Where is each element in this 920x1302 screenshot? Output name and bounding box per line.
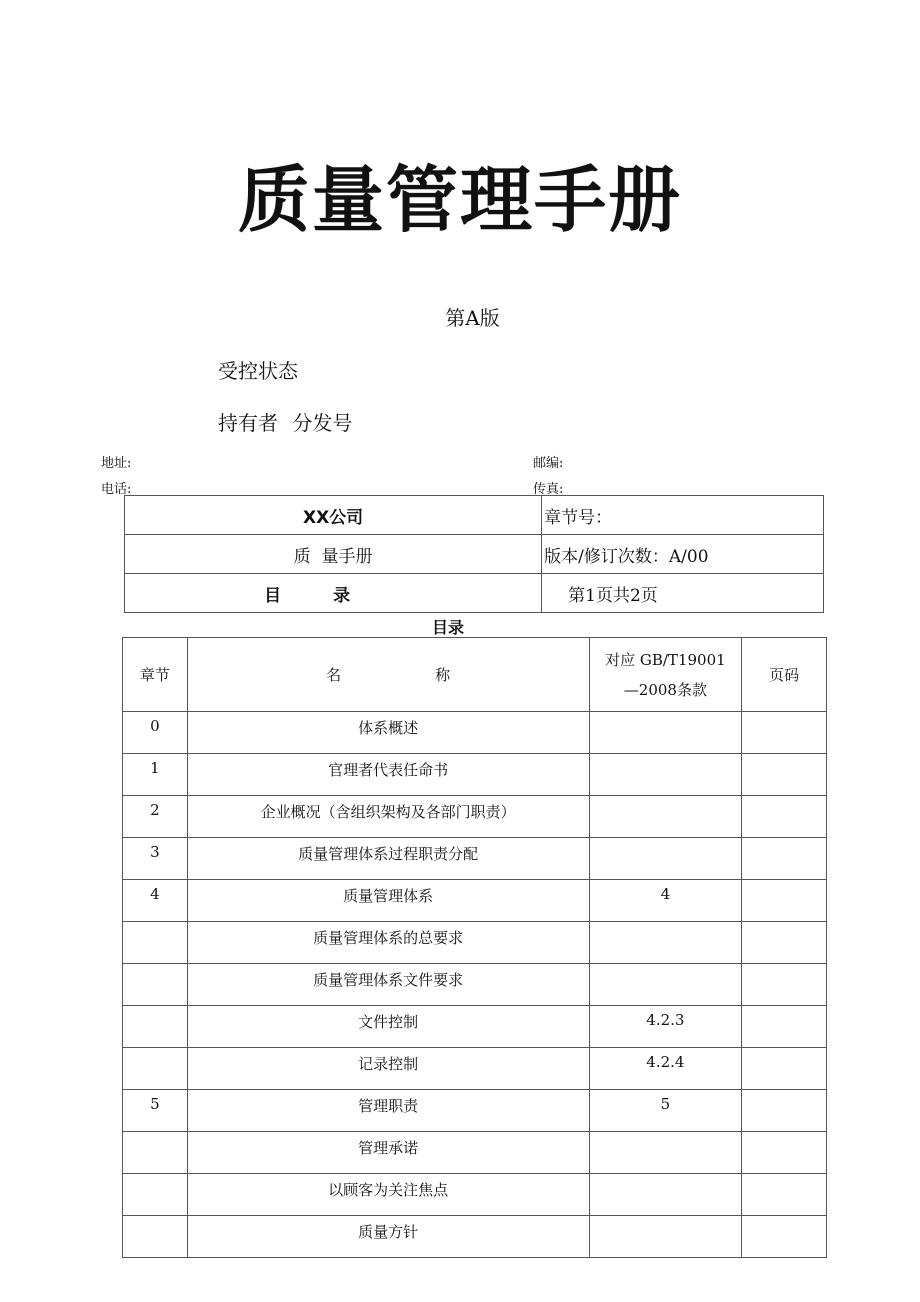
toc-name-cell: 质量管理体系文件要求 [187,964,589,1006]
name-header-part2: 称 [435,666,451,684]
toc-name-cell: 质量方针 [187,1216,589,1258]
toc-page-cell [742,712,827,754]
fax-label: 传真: [533,482,564,497]
chapter-number-label: 章节号： [542,496,824,535]
toc-chapter-cell: 4 [123,880,188,922]
toc-page-cell [742,1216,827,1258]
toc-clause-cell [589,1174,742,1216]
toc-header-row [123,638,827,712]
toc-page-cell [742,1090,827,1132]
toc-page-cell [742,964,827,1006]
toc-page-cell [742,754,827,796]
toc-row [123,964,827,1006]
control-status-label: 受控状态 [218,359,298,383]
toc-row [123,1006,827,1048]
toc-chapter-cell: 0 [123,712,188,754]
toc-chapter-cell [123,1216,188,1258]
standard-header-line2: —2008条款 [623,680,707,699]
toc-name-cell: 管理承诺 [187,1132,589,1174]
toc-page-cell [742,1132,827,1174]
toc-clause-cell: 5 [589,1090,742,1132]
toc-page-cell [742,1048,827,1090]
toc-clause-cell [589,712,742,754]
toc-clause-cell: 4.2.3 [589,1006,742,1048]
toc-chapter-cell [123,1132,188,1174]
toc-chapter-cell: 2 [123,796,188,838]
document-title: 质量管理手册 [237,158,682,242]
toc-chapter-cell: 1 [123,754,188,796]
toc-clause-cell [589,838,742,880]
toc-name-cell: 记录控制 [187,1048,589,1090]
toc-row [123,922,827,964]
page-header: 页码 [742,638,827,712]
toc-table [122,637,827,1258]
phone-label: 电话: [101,482,132,497]
toc-row [123,1090,827,1132]
toc-row [123,1216,827,1258]
toc-name-cell: 以顾客为关注焦点 [187,1174,589,1216]
manual-name: 质 量手册 [125,535,542,574]
toc-clause-cell [589,1132,742,1174]
toc-clause-cell: 4.2.4 [589,1048,742,1090]
edition-label: 第A版 [445,306,500,330]
toc-page-cell [742,1006,827,1048]
toc-name-cell: 官理者代表任命书 [187,754,589,796]
toc-name-cell: 质量管理体系 [187,880,589,922]
toc-row [123,1174,827,1216]
toc-row [123,880,827,922]
toc-row [123,1048,827,1090]
company-name: XX公司 [125,496,542,535]
toc-name-cell: 质量管理体系过程职责分配 [187,838,589,880]
document-header-table [124,495,824,613]
toc-row [123,796,827,838]
toc-name-cell: 企业概况（含组织架构及各部门职责） [187,796,589,838]
toc-caption: 目录 [431,618,464,637]
revision-label: 版本/修订次数：A/00 [542,535,824,574]
toc-page-cell [742,922,827,964]
toc-page-cell [742,796,827,838]
toc-row [123,1132,827,1174]
toc-chapter-cell: 5 [123,1090,188,1132]
toc-row [123,838,827,880]
standard-header-line1: 对应 GB/T19001 [605,650,726,669]
toc-clause-cell: 4 [589,880,742,922]
toc-clause-cell [589,1216,742,1258]
standard-clause-header [589,638,742,712]
page-info: 第1页共2页 [542,574,824,613]
chapter-header: 章节 [123,638,188,712]
contents-heading: 目录 [125,574,542,613]
toc-clause-cell [589,796,742,838]
address-label: 地址: [101,456,132,471]
toc-name-cell: 管理职责 [187,1090,589,1132]
holder-distribution-label: 持有者 分发号 [218,411,353,435]
toc-row [123,712,827,754]
toc-name-cell: 体系概述 [187,712,589,754]
toc-chapter-cell [123,1174,188,1216]
toc-clause-cell [589,922,742,964]
name-header [187,638,589,712]
toc-chapter-cell [123,1048,188,1090]
toc-page-cell [742,1174,827,1216]
toc-chapter-cell [123,1006,188,1048]
toc-clause-cell [589,754,742,796]
toc-name-cell: 质量管理体系的总要求 [187,922,589,964]
toc-chapter-cell [123,922,188,964]
name-header-part1: 名 [326,666,342,684]
postcode-label: 邮编: [533,456,564,471]
toc-chapter-cell [123,964,188,1006]
toc-page-cell [742,880,827,922]
toc-chapter-cell: 3 [123,838,188,880]
toc-clause-cell [589,964,742,1006]
toc-name-cell: 文件控制 [187,1006,589,1048]
toc-row [123,754,827,796]
toc-page-cell [742,838,827,880]
